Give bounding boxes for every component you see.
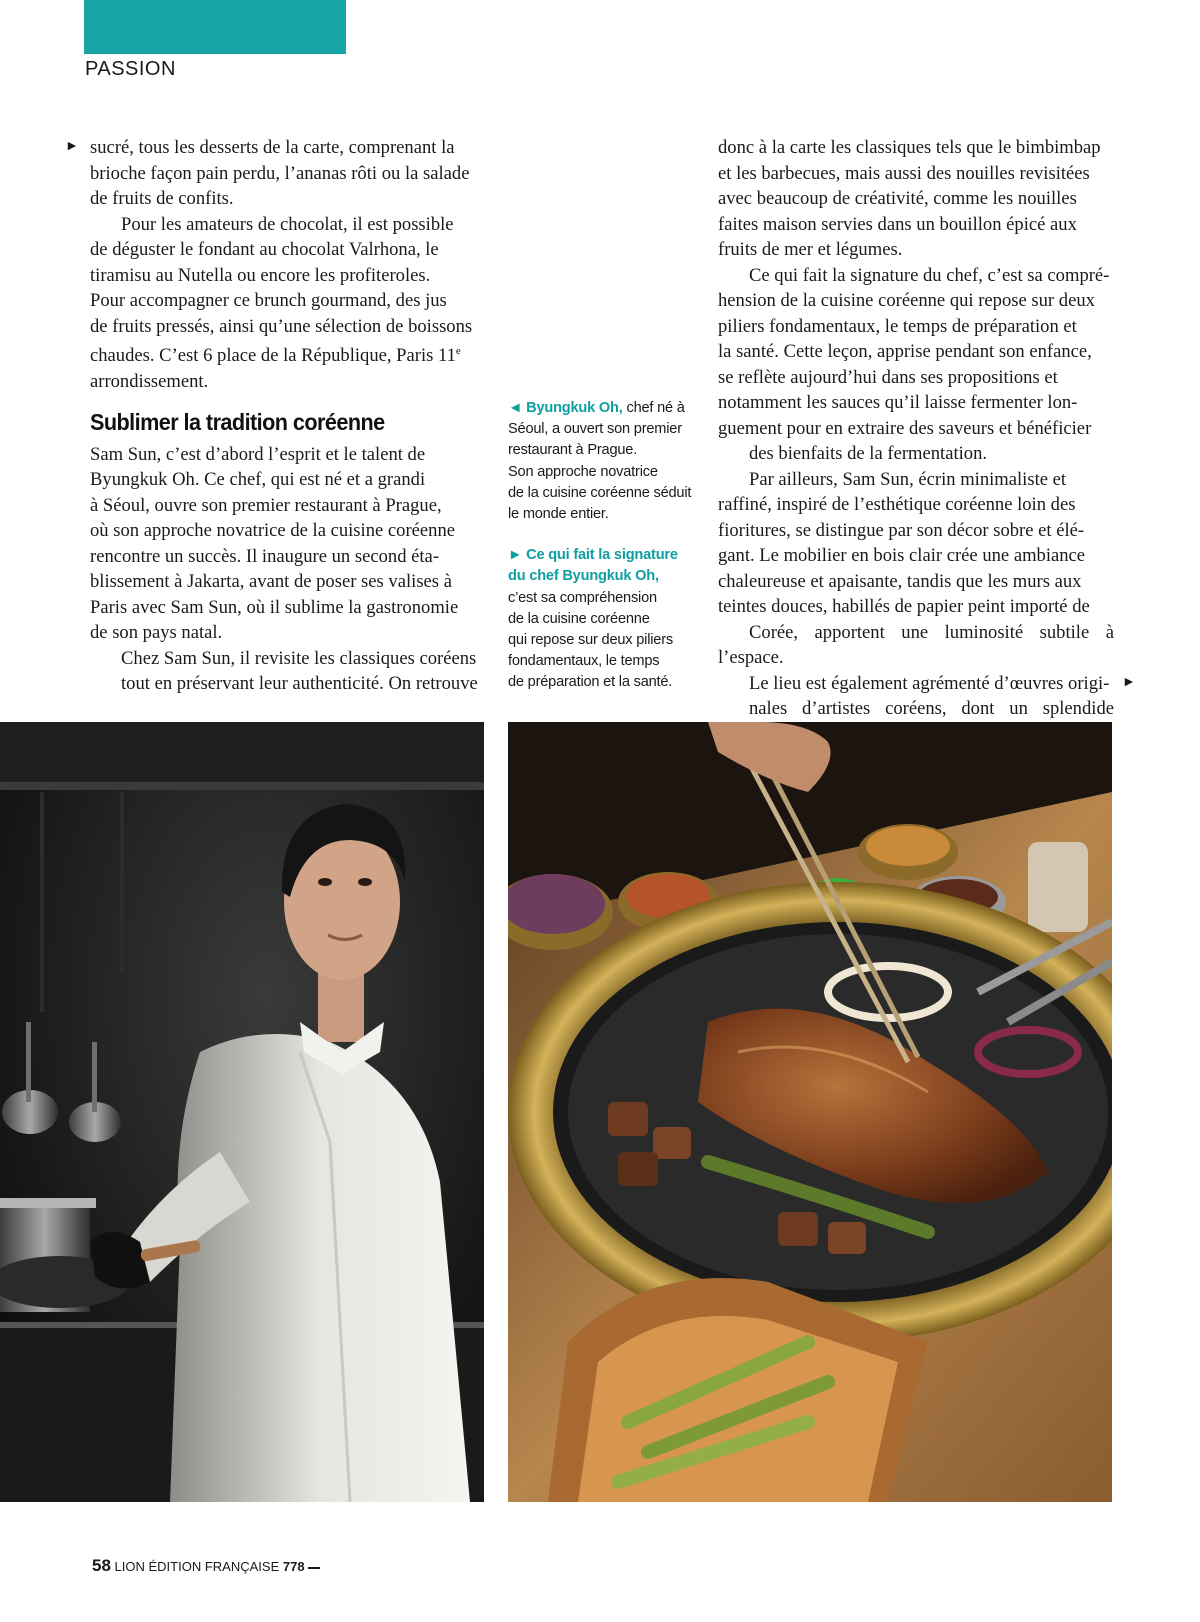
paragraph: Chez Sam Sun, il revisite les classiques coréens tout en préservant leur authenticité. On retrouve xyxy=(121,647,478,695)
issue-number: 778 xyxy=(282,1559,305,1574)
section-color-bar xyxy=(84,0,346,54)
continued-from-arrow-icon: ► xyxy=(65,139,79,154)
barbecue-illustration xyxy=(508,722,1112,1502)
article-column-right xyxy=(718,135,1114,747)
article-column-left xyxy=(90,135,486,697)
page-footer xyxy=(92,1556,320,1576)
photo-captions xyxy=(508,398,698,714)
superscript: e xyxy=(455,345,461,357)
section-label: PASSION xyxy=(85,58,176,80)
photo-korean-barbecue xyxy=(508,722,1112,1502)
paragraph: donc à la carte les classiques tels que le bimbimbap et les barbecues, mais aussi des nouilles revisitées avec beaucoup de créativité, comme les nouilles faites maison servies dans un bouillon épicé aux fruits de mer et légumes. xyxy=(718,137,1101,260)
footer-rule xyxy=(308,1567,320,1569)
paragraph: Pour les amateurs de chocolat, il est possible de déguster le fondant au chocolat Valrhona, le tiramisu au Nutella ou encore les profiteroles. Pour accompagner ce brunch gourmand, des jus de fruits pressés, ainsi qu’une sélection de boissons chaudes. C’est 6 place de la République, Paris 11e arrondissement. xyxy=(90,213,473,392)
page-number: 58 xyxy=(92,1556,111,1575)
publication-name: LION ÉDITION FRANÇAISE xyxy=(114,1559,280,1574)
paragraph: Par ailleurs, Sam Sun, écrin minimaliste et raffiné, inspiré de l’esthétique coréenne loin des fioritures, se distingue par son décor sobre et élé- gant. Le mobilier en bois clair crée une ambiance chaleureuse et apaisante, tandis que les murs aux teintes douces, habillés de papier peint importé de Corée, apportent une luminosité subtile à l’espace. xyxy=(718,468,1114,668)
continued-next-arrow-icon: ► xyxy=(1122,675,1136,690)
paragraph: Sam Sun, c’est d’abord l’esprit et le talent de Byungkuk Oh. Ce chef, qui est né et a grandi à Séoul, ouvre son premier restaurant à Prague, où son approche novatrice de la cuisine coréenne rencontre un succès. Il inaugure un second éta- blissement à Jakarta, avant de poser ses valises à Paris avec Sam Sun, où il sublime la gastronomie de son pays natal. xyxy=(90,443,459,644)
caption-chef: ◄ Byungkuk Oh, chef né à Séoul, a ouvert son premier restaurant à Prague. Son approche novatrice de la cuisine coréenne séduit le monde entier. xyxy=(508,400,692,523)
paragraph: sucré, tous les desserts de la carte, comprenant la brioche façon pain perdu, l’ananas rôti ou la salade de fruits de confits. xyxy=(90,137,470,209)
article-subheading: Sublimer la tradition coréenne xyxy=(90,409,385,436)
paragraph: Le lieu est également agrémenté d’œuvres origi- nales d’artistes coréens, dont un splendide xyxy=(749,672,1114,719)
paragraph: Ce qui fait la signature du chef, c’est sa compré- hension de la cuisine coréenne qui repose sur deux piliers fondamentaux, le temps de préparation et la santé. Cette leçon, apprise pendant son enfance, se reflète aujourd’hui dans ses propositions et notamment les sauces qu’il laisse fermenter lon- guement pour en extraire des saveurs et bénéficier des bienfaits de la fermentation. xyxy=(718,264,1110,464)
photo-chef-portrait xyxy=(0,722,484,1502)
chef-illustration xyxy=(0,722,484,1502)
caption-food: ► Ce qui fait la signature du chef Byungkuk Oh, c’est sa compréhension de la cuisine coréenne qui repose sur deux piliers fondamentaux, le temps de préparation et la santé. xyxy=(508,547,678,691)
